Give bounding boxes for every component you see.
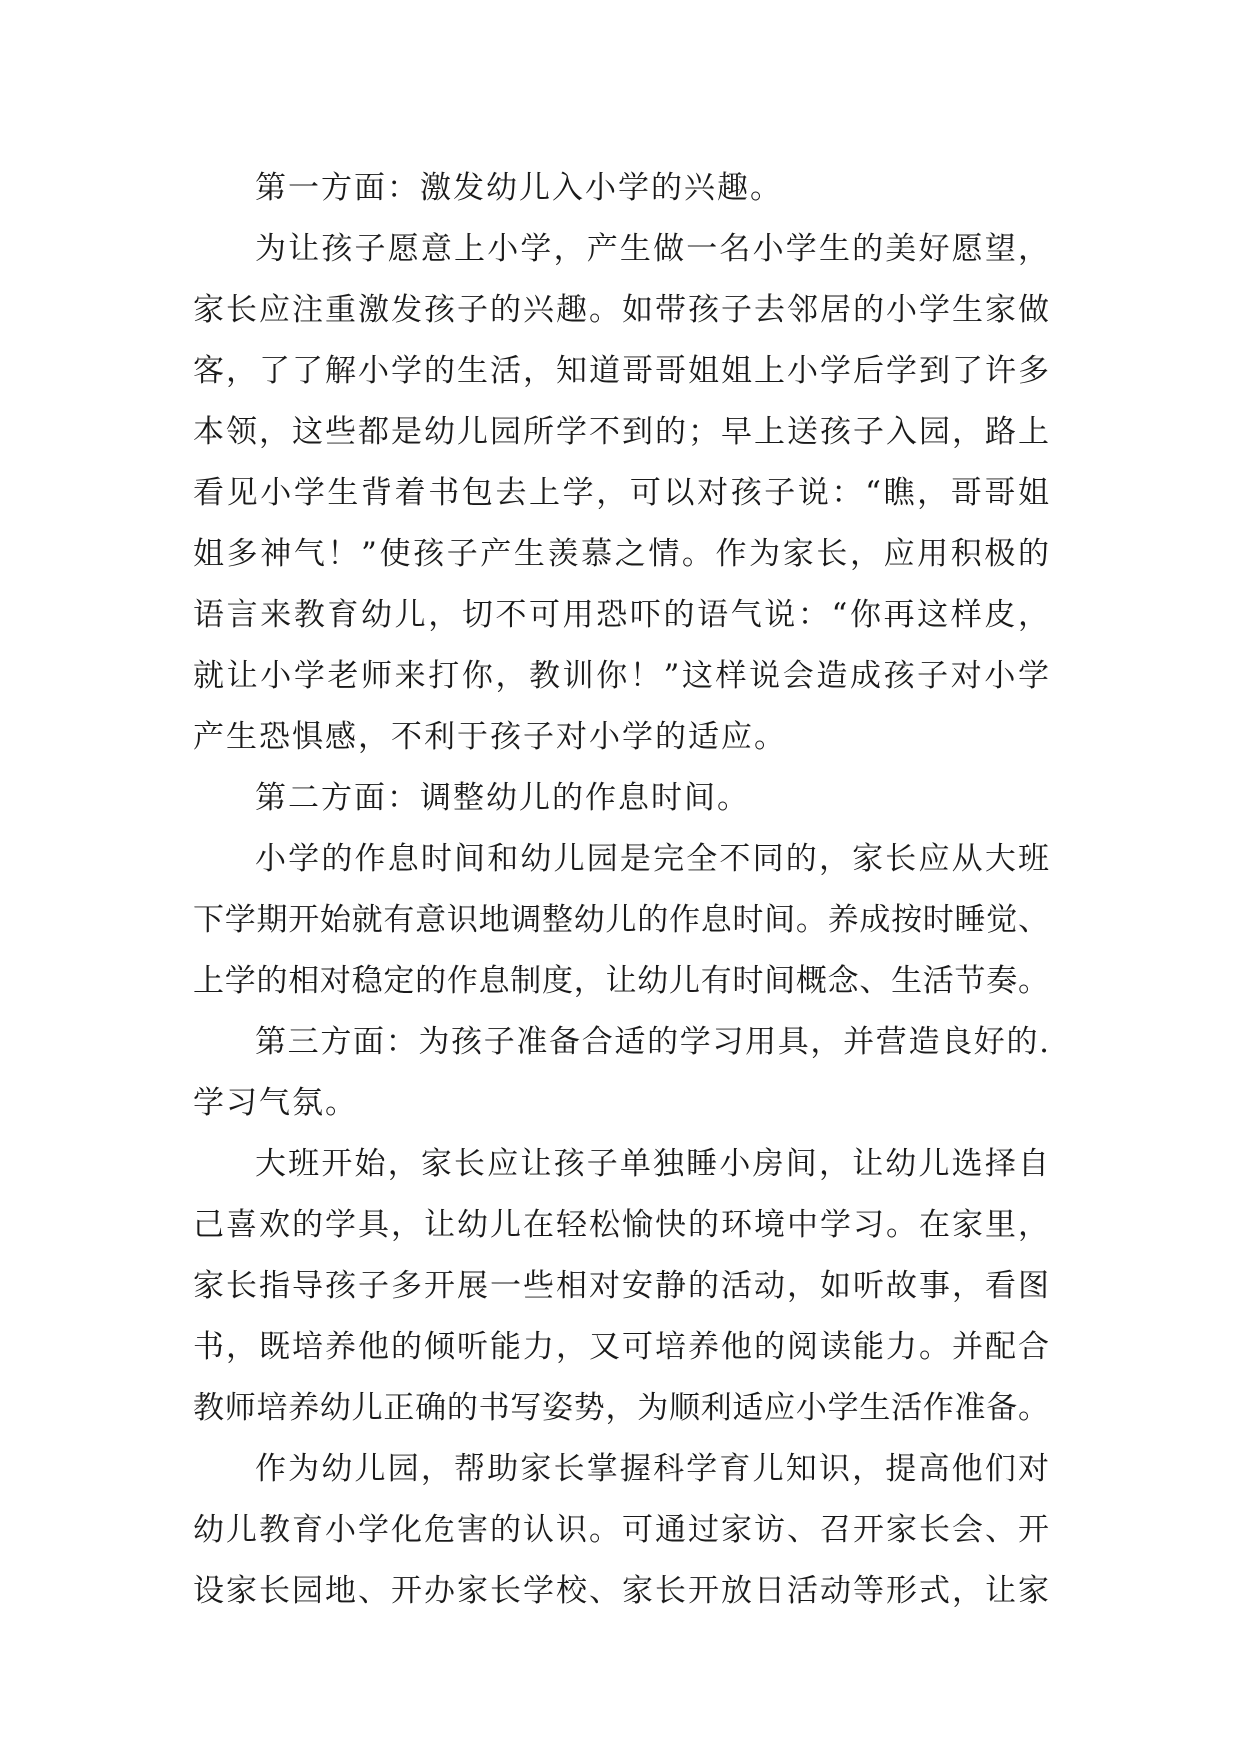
- paragraph-line: 为让孩子愿意上小学，产生做一名小学生的美好愿望，: [255, 231, 1049, 267]
- paragraph-line: 幼儿教育小学化危害的认识。可通过家访、召开家长会、开: [193, 1512, 1049, 1548]
- body-text: [193, 158, 1049, 1622]
- paragraph-line: 姐多神气！”使孩子产生羡慕之情。作为家长，应用积极的: [193, 536, 1049, 572]
- paragraph-line: 家长指导孩子多开展一些相对安静的活动，如听故事，看图: [193, 1268, 1049, 1304]
- paragraph-line: 产生恐惧感，不利于孩子对小学的适应。: [193, 719, 787, 755]
- paragraph-line: 大班开始，家长应让孩子单独睡小房间，让幼儿选择自: [255, 1146, 1049, 1182]
- paragraph-line: 本领，这些都是幼儿园所学不到的；早上送孩子入园，路上: [193, 414, 1049, 450]
- heading-section-3: 第三方面：为孩子准备合适的学习用具，并营造良好的.: [255, 1024, 1049, 1060]
- paragraph-line: 就让小学老师来打你，教训你！”这样说会造成孩子对小学: [193, 658, 1049, 694]
- paragraph-line: 家长应注重激发孩子的兴趣。如带孩子去邻居的小学生家做: [193, 292, 1049, 328]
- paragraph-line: 书，既培养他的倾听能力，又可培养他的阅读能力。并配合: [193, 1329, 1049, 1365]
- paragraph-line: 客，了了解小学的生活，知道哥哥姐姐上小学后学到了许多: [193, 353, 1049, 389]
- paragraph-line: 设家长园地、开办家长学校、家长开放日活动等形式，让家: [193, 1573, 1049, 1609]
- heading-section-1: 第一方面：激发幼儿入小学的兴趣。: [255, 170, 783, 206]
- paragraph-line: 小学的作息时间和幼儿园是完全不同的，家长应从大班: [255, 841, 1049, 877]
- paragraph-line: 上学的相对稳定的作息制度，让幼儿有时间概念、生活节奏。: [193, 963, 1049, 999]
- paragraph-line: 己喜欢的学具，让幼儿在轻松愉快的环境中学习。在家里，: [193, 1207, 1049, 1243]
- heading-section-3-cont: 学习气氛。: [193, 1085, 358, 1121]
- heading-section-2: 第二方面：调整幼儿的作息时间。: [255, 780, 750, 816]
- paragraph-line: 教师培养幼儿正确的书写姿势，为顺利适应小学生活作准备。: [193, 1390, 1049, 1426]
- paragraph-line: 看见小学生背着书包去上学，可以对孩子说：“瞧，哥哥姐: [193, 475, 1049, 511]
- paragraph-line: 语言来教育幼儿，切不可用恐吓的语气说：“你再这样皮，: [193, 597, 1049, 633]
- paragraph-line: 下学期开始就有意识地调整幼儿的作息时间。养成按时睡觉、: [193, 902, 1049, 938]
- paragraph-line: 作为幼儿园，帮助家长掌握科学育儿知识，提高他们对: [255, 1451, 1049, 1487]
